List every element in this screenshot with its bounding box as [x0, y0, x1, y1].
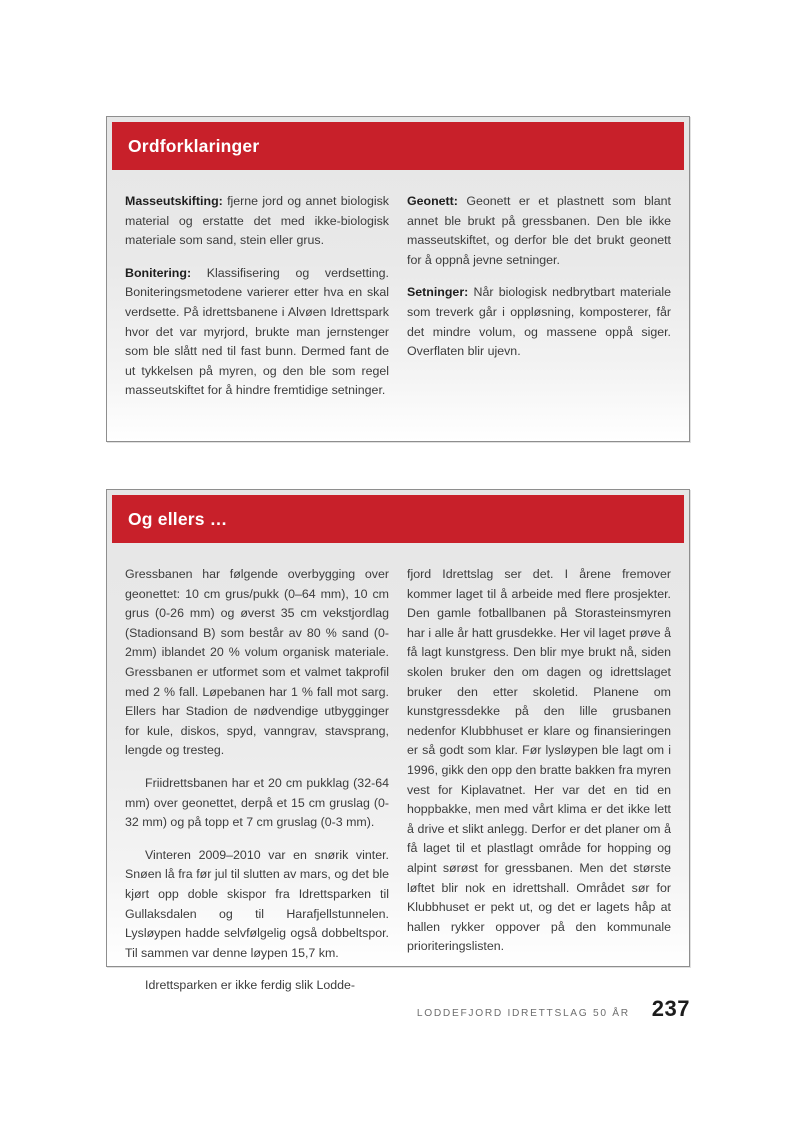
- paragraph-text: Idrettsparken er ikke ferdig slik Lodde-: [145, 978, 356, 993]
- definition-geonett: [407, 192, 671, 270]
- definition-text: Geonett er et plastnett som blant annet ble brukt på gressbanen. Den ble ikke masseutskiftet, og derfor ble det brukt geonett for å oppnå jevne setninger.: [407, 194, 671, 267]
- panel-og-ellers: [106, 489, 690, 993]
- definition-term: Setninger:: [407, 285, 469, 300]
- definition-term: Geonett:: [407, 194, 458, 208]
- body-paragraph: [407, 565, 671, 957]
- definition-text: Klassifisering og verdsetting. Boniteringsmetodene varierer etter hva en skal verdsette. På idrettsbanene i Alvøen Idrettspark hvor det var myrjord, brukte man jernstenger som ble slått ned til fast bunn. Dermed fant de ut tykkelsen på myren, og den ble som regel masseutskiftet for å hindre fremtidige setninger.: [125, 265, 389, 398]
- column-right: [407, 565, 671, 996]
- panel-header-ordforklaringer: [112, 122, 684, 170]
- body-paragraph: [125, 565, 389, 761]
- column-left: [125, 192, 389, 401]
- definition-masseutskifting: [125, 192, 389, 251]
- definition-text: fjerne jord og annet biologisk material og erstatte det med ikke-biologisk materiale som sand, stein eller grus.: [125, 194, 389, 248]
- panel-ordforklaringer: [106, 116, 690, 442]
- page-number: 237: [651, 996, 690, 1021]
- paragraph-text: Gressbanen har følgende overbygging over geonettet: 10 cm grus/pukk (0–64 mm), 10 cm grus (0-26 mm) og øverst 35 cm vekstjordlag (Stadionsand B) som består av 80 % sand (0-2mm) iblandet 20 % volum organisk materiale. Gressbanen er utformet som et valmet takprofil med 2 % fall. Løpebanen har 1 % fall mot sarg. Ellers har Stadion de nødvendige utbygginger for kule, diskos, spyd, vanngrav, stavsprang, lengde og tresteg.: [125, 567, 389, 758]
- definition-setninger: [407, 283, 671, 361]
- definition-bonitering: [125, 264, 389, 401]
- definition-term: Bonitering:: [125, 265, 192, 280]
- footer-book-title: LODDEFJORD IDRETTSLAG 50 ÅR: [416, 1008, 630, 1019]
- panel-title: Ordforklaringer: [128, 135, 260, 156]
- definition-term: Masseutskifting:: [125, 194, 223, 208]
- paragraph-text: Vinteren 2009–2010 var en snørik vinter. Snøen lå fra før jul til slutten av mars, og det ble kjørt opp doble skispor fra Idrettsparken til Gullaksdalen og til Harafjellstunnelen. Lysløypen hadde selvfølgelig også dobbeltspor. Til sammen var denne løypen 15,7 km.: [125, 847, 389, 960]
- paragraph-text: fjord Idrettslag ser det. I årene fremover kommer laget til å arbeide med flere prosjekter. Den gamle fotballbanen på Storasteinsmyren har i alle år hatt grusdekke. Her vil laget prøve å få lagt kunstgress. Den blir mye brukt nå, siden skolen bruker den om dagen og idrettslaget bruker den etter skoletid. Planene om kunstgressdekke på den lille grusbanen nedenfor Klubbhuset er klare og finansieringen er så godt som klar. Før lysløypen ble lagt om i 1996, gikk den opp den bratte bakken fra myren vest for Kiplavatnet. Her var det en tid en hoppbakke, men med vårt klima er det ikke lett å drive et slikt anlegg. Derfor er det planer om å få laget til et plastlagt område for hopping og alpint sørøst for gressbanen. Men det største løftet blir nok en idrettshall. Området sør for Klubbhuset er pekt ut, og det er lagets håp at hallen rykker oppover på den kommunale prioriteringslisten.: [407, 567, 671, 954]
- page-footer: [106, 996, 690, 1036]
- panel-title: Og ellers …: [128, 508, 228, 529]
- panel-body-og-ellers: [107, 543, 689, 1014]
- panel-body-ordforklaringer: [107, 170, 689, 419]
- body-paragraph-continued: [125, 976, 389, 996]
- panel-header-og-ellers: [112, 495, 684, 543]
- paragraph-text: Friidrettsbanen har et 20 cm pukklag (32-64 mm) over geonettet, derpå et 15 cm gruslag (0-32 mm) og på topp et 7 cm gruslag (0-3 mm).: [125, 775, 389, 830]
- column-right: [407, 192, 671, 401]
- column-left: [125, 565, 389, 996]
- body-paragraph: [125, 774, 389, 833]
- body-paragraph: [125, 846, 389, 964]
- definition-text: Når biologisk nedbrytbart materiale som treverk går i oppløsning, komposterer, får det mindre volum, og massene oppå siger. Overflaten blir ujevn.: [407, 285, 671, 359]
